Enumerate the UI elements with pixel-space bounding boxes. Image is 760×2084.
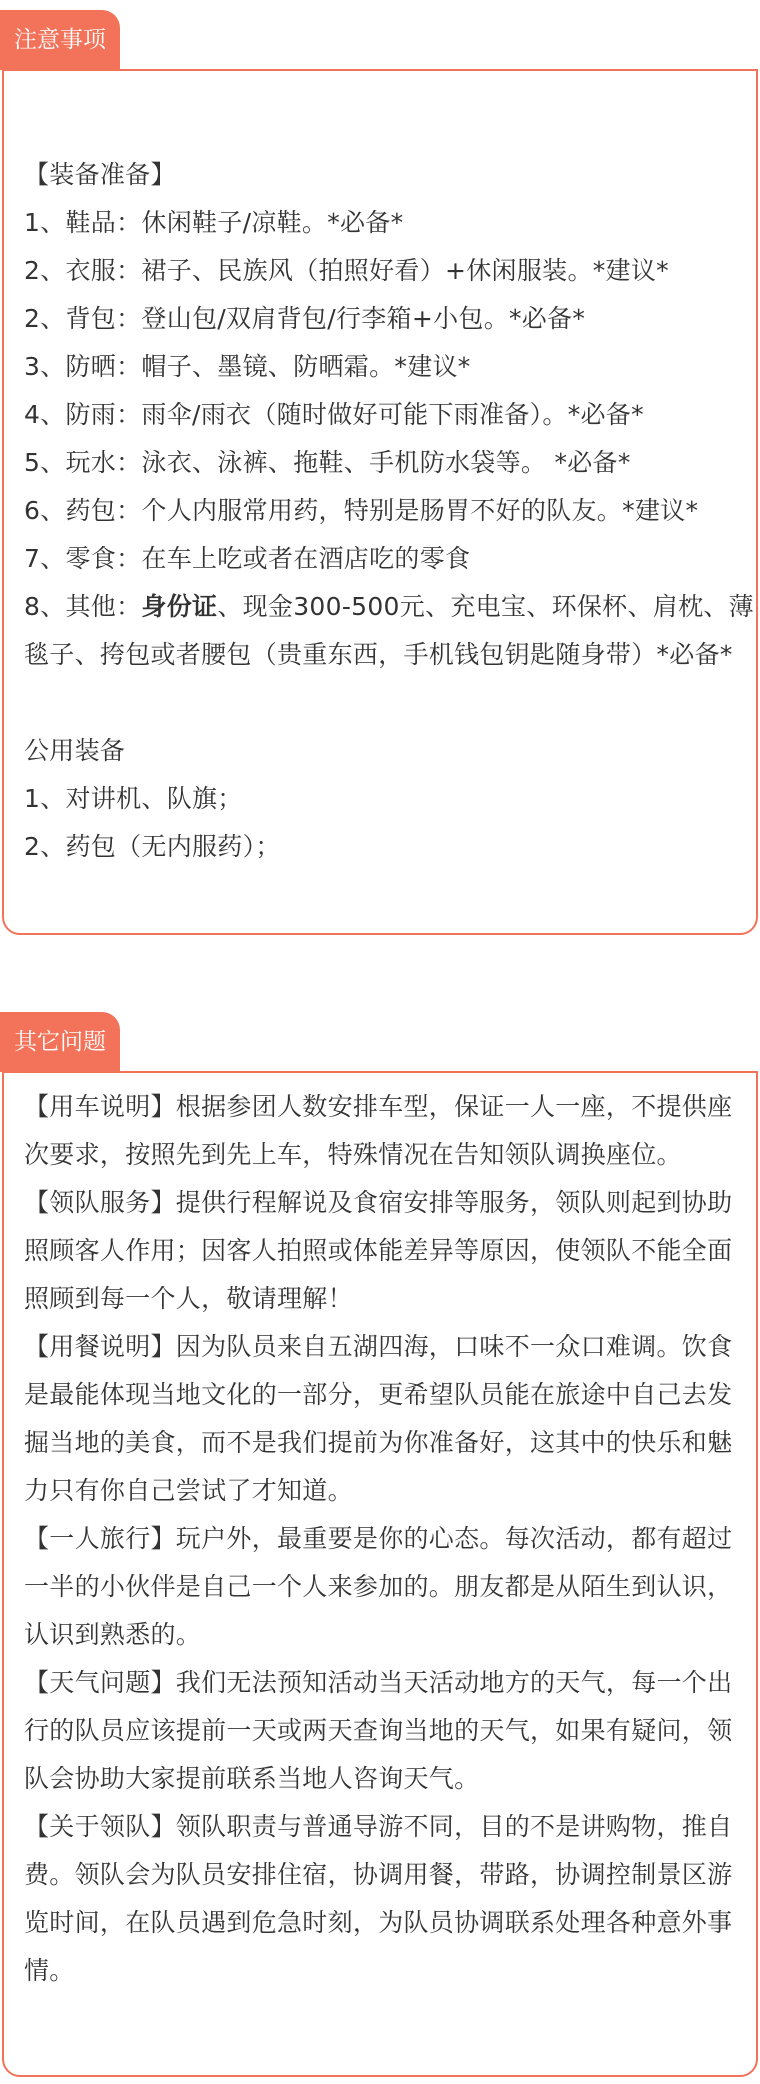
paragraph-line: 队会协助大家提前联系当地人咨询天气。 [24, 1764, 480, 1793]
paragraph-line: 览时间，在队员遇到危急时刻，为队员协调联系处理各种意外事 [24, 1908, 733, 1937]
paragraph-line: 情。 [24, 1956, 75, 1985]
other-tab: 其它问题 [0, 1012, 120, 1072]
list-item: 2、背包：登山包/双肩背包/行李箱+小包。*必备* [24, 304, 586, 333]
list-item: 7、零食：在车上吃或者在酒店吃的零食 [24, 544, 471, 573]
paragraph-line: 【天气问题】我们无法预知活动当天活动地方的天气，每一个出 [24, 1668, 733, 1697]
paragraph-line: 次要求，按照先到先上车，特殊情况在告知领队调换座位。 [24, 1140, 682, 1169]
equipment-heading: 【装备准备】 [24, 160, 176, 189]
paragraph-line: 认识到熟悉的。 [24, 1620, 202, 1649]
list-item-other-continued: 毯子、挎包或者腰包（贵重东西，手机钱包钥匙随身带）*必备* [24, 640, 733, 669]
paragraph-line: 照顾客人作用；因客人拍照或体能差异等原因，使领队不能全面 [24, 1236, 733, 1265]
list-item: 2、衣服：裙子、民族风（拍照好看）+休闲服装。*建议* [24, 256, 669, 285]
paragraph-line: 力只有你自己尝试了才知道。 [24, 1476, 353, 1505]
notice-section [0, 10, 760, 935]
id-card-emphasis: 身份证 [141, 592, 218, 621]
other-box [2, 1071, 758, 2077]
paragraph-line: 【用车说明】根据参团人数安排车型，保证一人一座，不提供座 [24, 1092, 733, 1121]
paragraph-line: 是最能体现当地文化的一部分，更希望队员能在旅途中自己去发 [24, 1380, 733, 1409]
paragraph-line: 照顾到每一个人，敬请理解！ [24, 1284, 353, 1313]
list-item: 4、防雨：雨伞/雨衣（随时做好可能下雨准备）。*必备* [24, 400, 644, 429]
notice-box [2, 69, 758, 935]
paragraph-line: 【一人旅行】玩户外，最重要是你的心态。每次活动，都有超过 [24, 1524, 733, 1553]
list-item: 1、鞋品：休闲鞋子/凉鞋。*必备* [24, 208, 404, 237]
paragraph-line: 掘当地的美食，而不是我们提前为你准备好，这其中的快乐和魅 [24, 1428, 733, 1457]
paragraph-line: 【领队服务】提供行程解说及食宿安排等服务，领队则起到协助 [24, 1188, 733, 1217]
list-item-other [24, 583, 754, 631]
other-section [0, 1012, 760, 2074]
paragraph-line: 【关于领队】领队职责与普通导游不同，目的不是讲购物，推自 [24, 1812, 733, 1841]
list-item: 2、药包（无内服药）； [24, 832, 281, 861]
paragraph-line: 【用餐说明】因为队员来自五湖四海，口味不一众口难调。饮食 [24, 1332, 733, 1361]
list-item: 5、玩水：泳衣、泳裤、拖鞋、手机防水袋等。 *必备* [24, 448, 631, 477]
list-item: 3、防晒：帽子、墨镜、防晒霜。*建议* [24, 352, 471, 381]
public-equipment-heading: 公用装备 [24, 736, 126, 765]
paragraph-line: 一半的小伙伴是自己一个人来参加的。朋友都是从陌生到认识， [24, 1572, 733, 1601]
list-item: 1、对讲机、队旗； [24, 784, 243, 813]
paragraph-line: 费。领队会为队员安排住宿，协调用餐，带路，协调控制景区游 [24, 1860, 733, 1889]
item8-prefix: 8、其他： [24, 592, 142, 621]
paragraph-line: 行的队员应该提前一天或两天查询当地的天气，如果有疑问，领 [24, 1716, 733, 1745]
notice-tab: 注意事项 [0, 10, 120, 70]
list-item: 6、药包：个人内服常用药，特别是肠胃不好的队友。*建议* [24, 496, 699, 525]
item8-rest: 、现金300-500元、充电宝、环保杯、肩枕、薄 [217, 592, 754, 621]
